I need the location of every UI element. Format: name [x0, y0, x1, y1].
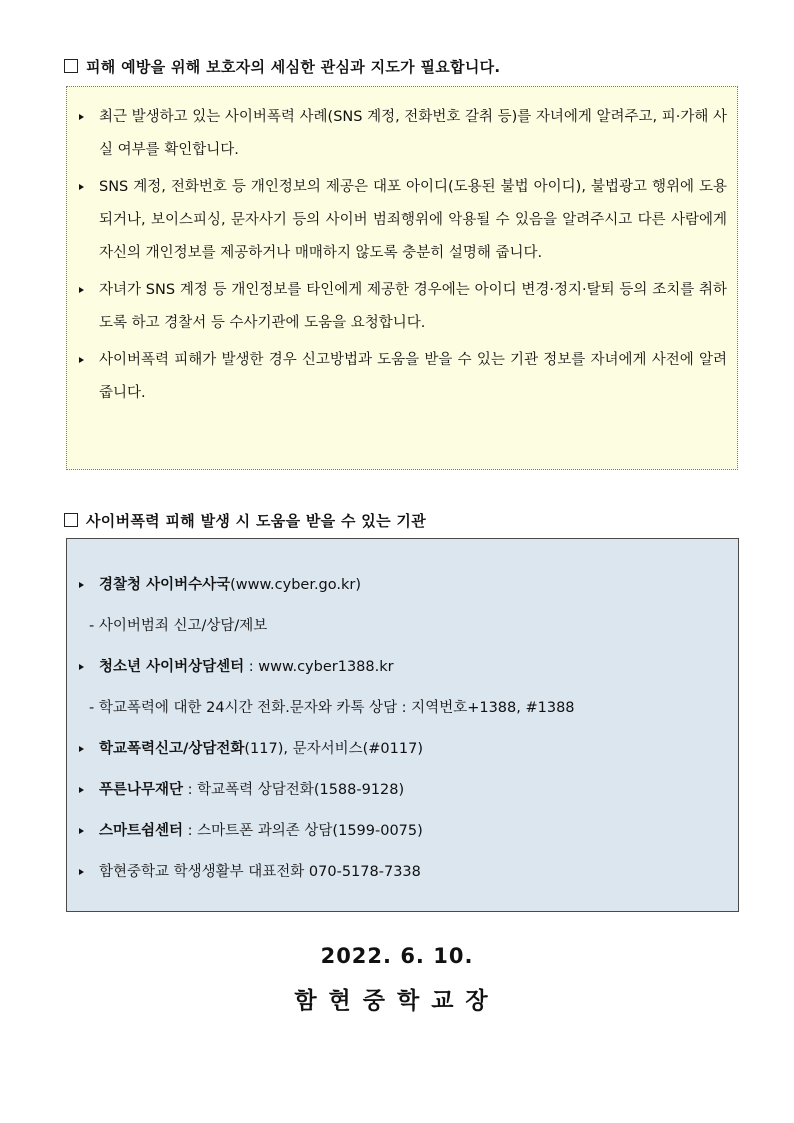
prevention-tips-panel: [66, 86, 738, 470]
triangle-bullet-icon: [79, 184, 84, 190]
org-sub-youth-center: - 학교폭력에 대한 24시간 전화.문자와 카톡 상담 : 지역번호+1388, #1388: [89, 700, 575, 716]
section1-heading: [64, 56, 500, 77]
triangle-bullet-icon: [79, 287, 84, 293]
list-item: [77, 344, 727, 410]
tip-text: SNS 계정, 전화번호 등 개인정보의 제공은 대포 아이디(도용된 불법 아이디), 불법광고 행위에 도용되거나, 보이스피싱, 문자사기 등의 사이버 범죄행위에 악용될 수 있음을 알려주시고 다른 사람에게 자신의 개인정보를 제공하거나 매매하지 않도록 충분히 설명해 줍니다.: [99, 179, 727, 261]
document-date: 2022. 6. 10.: [320, 944, 474, 968]
tip-text: 사이버폭력 피해가 발생한 경우 신고방법과 도움을 받을 수 있는 기관 정보를 자녀에게 사전에 알려줍니다.: [99, 352, 727, 401]
triangle-bullet-icon: [79, 746, 84, 752]
org-detail: : 학교폭력 상담전화(1588-9128): [183, 782, 405, 798]
org-name: 푸른나무재단: [99, 782, 184, 798]
org-item-smart-center: [77, 811, 728, 852]
org-detail: (117), 문자서비스(#0117): [244, 741, 423, 757]
triangle-bullet-icon: [79, 664, 84, 670]
org-name: 청소년 사이버상담센터: [99, 659, 245, 675]
tip-text: 최근 발생하고 있는 사이버폭력 사례(SNS 계정, 전화번호 갈취 등)를 자녀에게 알려주고, 피·가해 사실 여부를 확인합니다.: [99, 109, 727, 158]
org-detail: (www.cyber.go.kr): [230, 577, 362, 593]
section2-heading: [64, 510, 426, 531]
triangle-bullet-icon: [79, 582, 84, 588]
triangle-bullet-icon: [79, 828, 84, 834]
signer-title: 함현중학교장: [294, 988, 500, 1014]
checkbox-square-icon: [64, 59, 78, 73]
list-item: [77, 101, 727, 167]
checkbox-square-icon: [64, 513, 78, 527]
section1-heading-text: 피해 예방을 위해 보호자의 세심한 관심과 지도가 필요합니다.: [86, 58, 501, 76]
org-item-hotline: [77, 729, 728, 770]
org-item-youth-center: [77, 647, 728, 688]
list-item: [77, 274, 727, 340]
triangle-bullet-icon: [79, 114, 84, 120]
list-item: [77, 171, 727, 270]
org-item-foundation: [77, 770, 728, 811]
org-name: 학교폭력신고/상담전화: [99, 741, 245, 757]
help-organizations-panel: [66, 538, 739, 912]
org-detail: : 스마트폰 과의존 상담(1599-0075): [183, 823, 423, 839]
org-item-police: [77, 565, 728, 606]
triangle-bullet-icon: [79, 869, 84, 875]
tip-text: 자녀가 SNS 계정 등 개인정보를 타인에게 제공한 경우에는 아이디 변경·정지·탈퇴 등의 조치를 취하도록 하고 경찰서 등 수사기관에 도움을 요청합니다.: [99, 282, 727, 331]
org-item-school: [77, 852, 728, 893]
org-name: 스마트쉼센터: [99, 823, 184, 839]
org-text: 함현중학교 학생생활부 대표전화 070-5178-7338: [99, 864, 421, 880]
triangle-bullet-icon: [79, 357, 84, 363]
org-detail: : www.cyber1388.kr: [244, 659, 394, 675]
org-sub-police: - 사이버범죄 신고/상담/제보: [89, 618, 268, 634]
org-name: 경찰청 사이버수사국: [99, 577, 231, 593]
triangle-bullet-icon: [79, 787, 84, 793]
section2-heading-text: 사이버폭력 피해 발생 시 도움을 받을 수 있는 기관: [86, 512, 426, 530]
